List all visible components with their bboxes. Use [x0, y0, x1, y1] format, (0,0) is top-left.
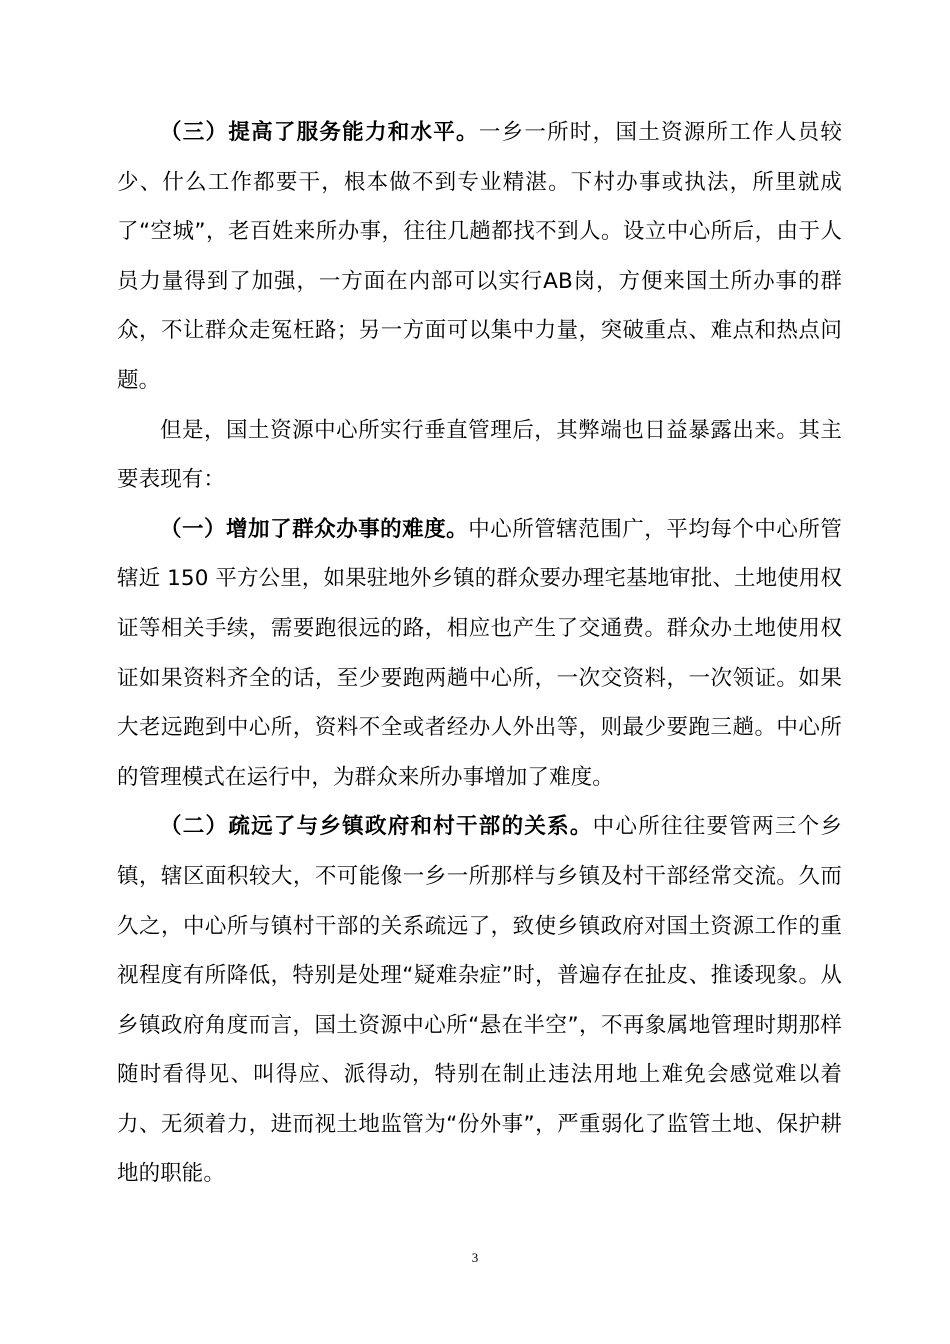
paragraph-text: 中心所管辖范围广，平均每个中心所管辖近 150 平方公里，如果驻地外乡镇的群众要办理宅基地审批、土地使用权证等相关手续，需要跑很远的路，相应也产生了交通费。群众办土地使用权证如果资料齐全的话，至少要跑两趟中心所，一次交资料，一次领证。如果大老远跑到中心所，资料不全或者经办人外出等，则最少要跑三趟。中心所的管理模式在运行中，为群众来所办事增加了难度。 [117, 516, 842, 790]
page-number: 3 [471, 1250, 479, 1265]
paragraph-service-ability [117, 108, 842, 406]
paragraph-text: 一乡一所时，国土资源所工作人员较少、什么工作都要干，根本做不到专业精湛。下村办事或执法，所里就成了“空城”，老百姓来所办事，往往几趟都找不到人。设立中心所后，由于人员力量得到了加强，一方面在内部可以实行AB岗，方便来国土所办事的群众，不让群众走冤枉路；另一方面可以集中力量，突破重点、难点和热点问题。 [117, 120, 842, 393]
paragraph-text: 中心所往往要管两三个乡镇，辖区面积较大，不可能像一乡一所那样与乡镇及村干部经常交流。久而久之，中心所与镇村干部的关系疏远了，致使乡镇政府对国土资源工作的重视程度有所降低，特别是处理“疑难杂症”时，普遍存在扯皮、推诿现象。从乡镇政府角度而言，国土资源中心所“悬在半空”，不再象属地管理时期那样随时看得见、叫得应、派得动，特别在制止违法用地上难免会感觉难以着力、无须着力，进而视土地监管为“份外事”，严重弱化了监管土地、保护耕地的职能。 [117, 814, 842, 1187]
document-body [117, 108, 842, 1199]
paragraph-drawbacks-intro [117, 406, 842, 505]
paragraph-text: 但是，国土资源中心所实行垂直管理后，其弊端也日益暴露出来。其主要表现有： [117, 417, 842, 493]
paragraph-difficulty [117, 505, 842, 803]
paragraph-heading: （一）增加了群众办事的难度。 [160, 516, 469, 542]
paragraph-heading: （二）疏远了与乡镇政府和村干部的关系。 [160, 814, 593, 840]
paragraph-heading: （三）提高了服务能力和水平。 [160, 120, 479, 145]
paragraph-relationship [117, 802, 842, 1199]
